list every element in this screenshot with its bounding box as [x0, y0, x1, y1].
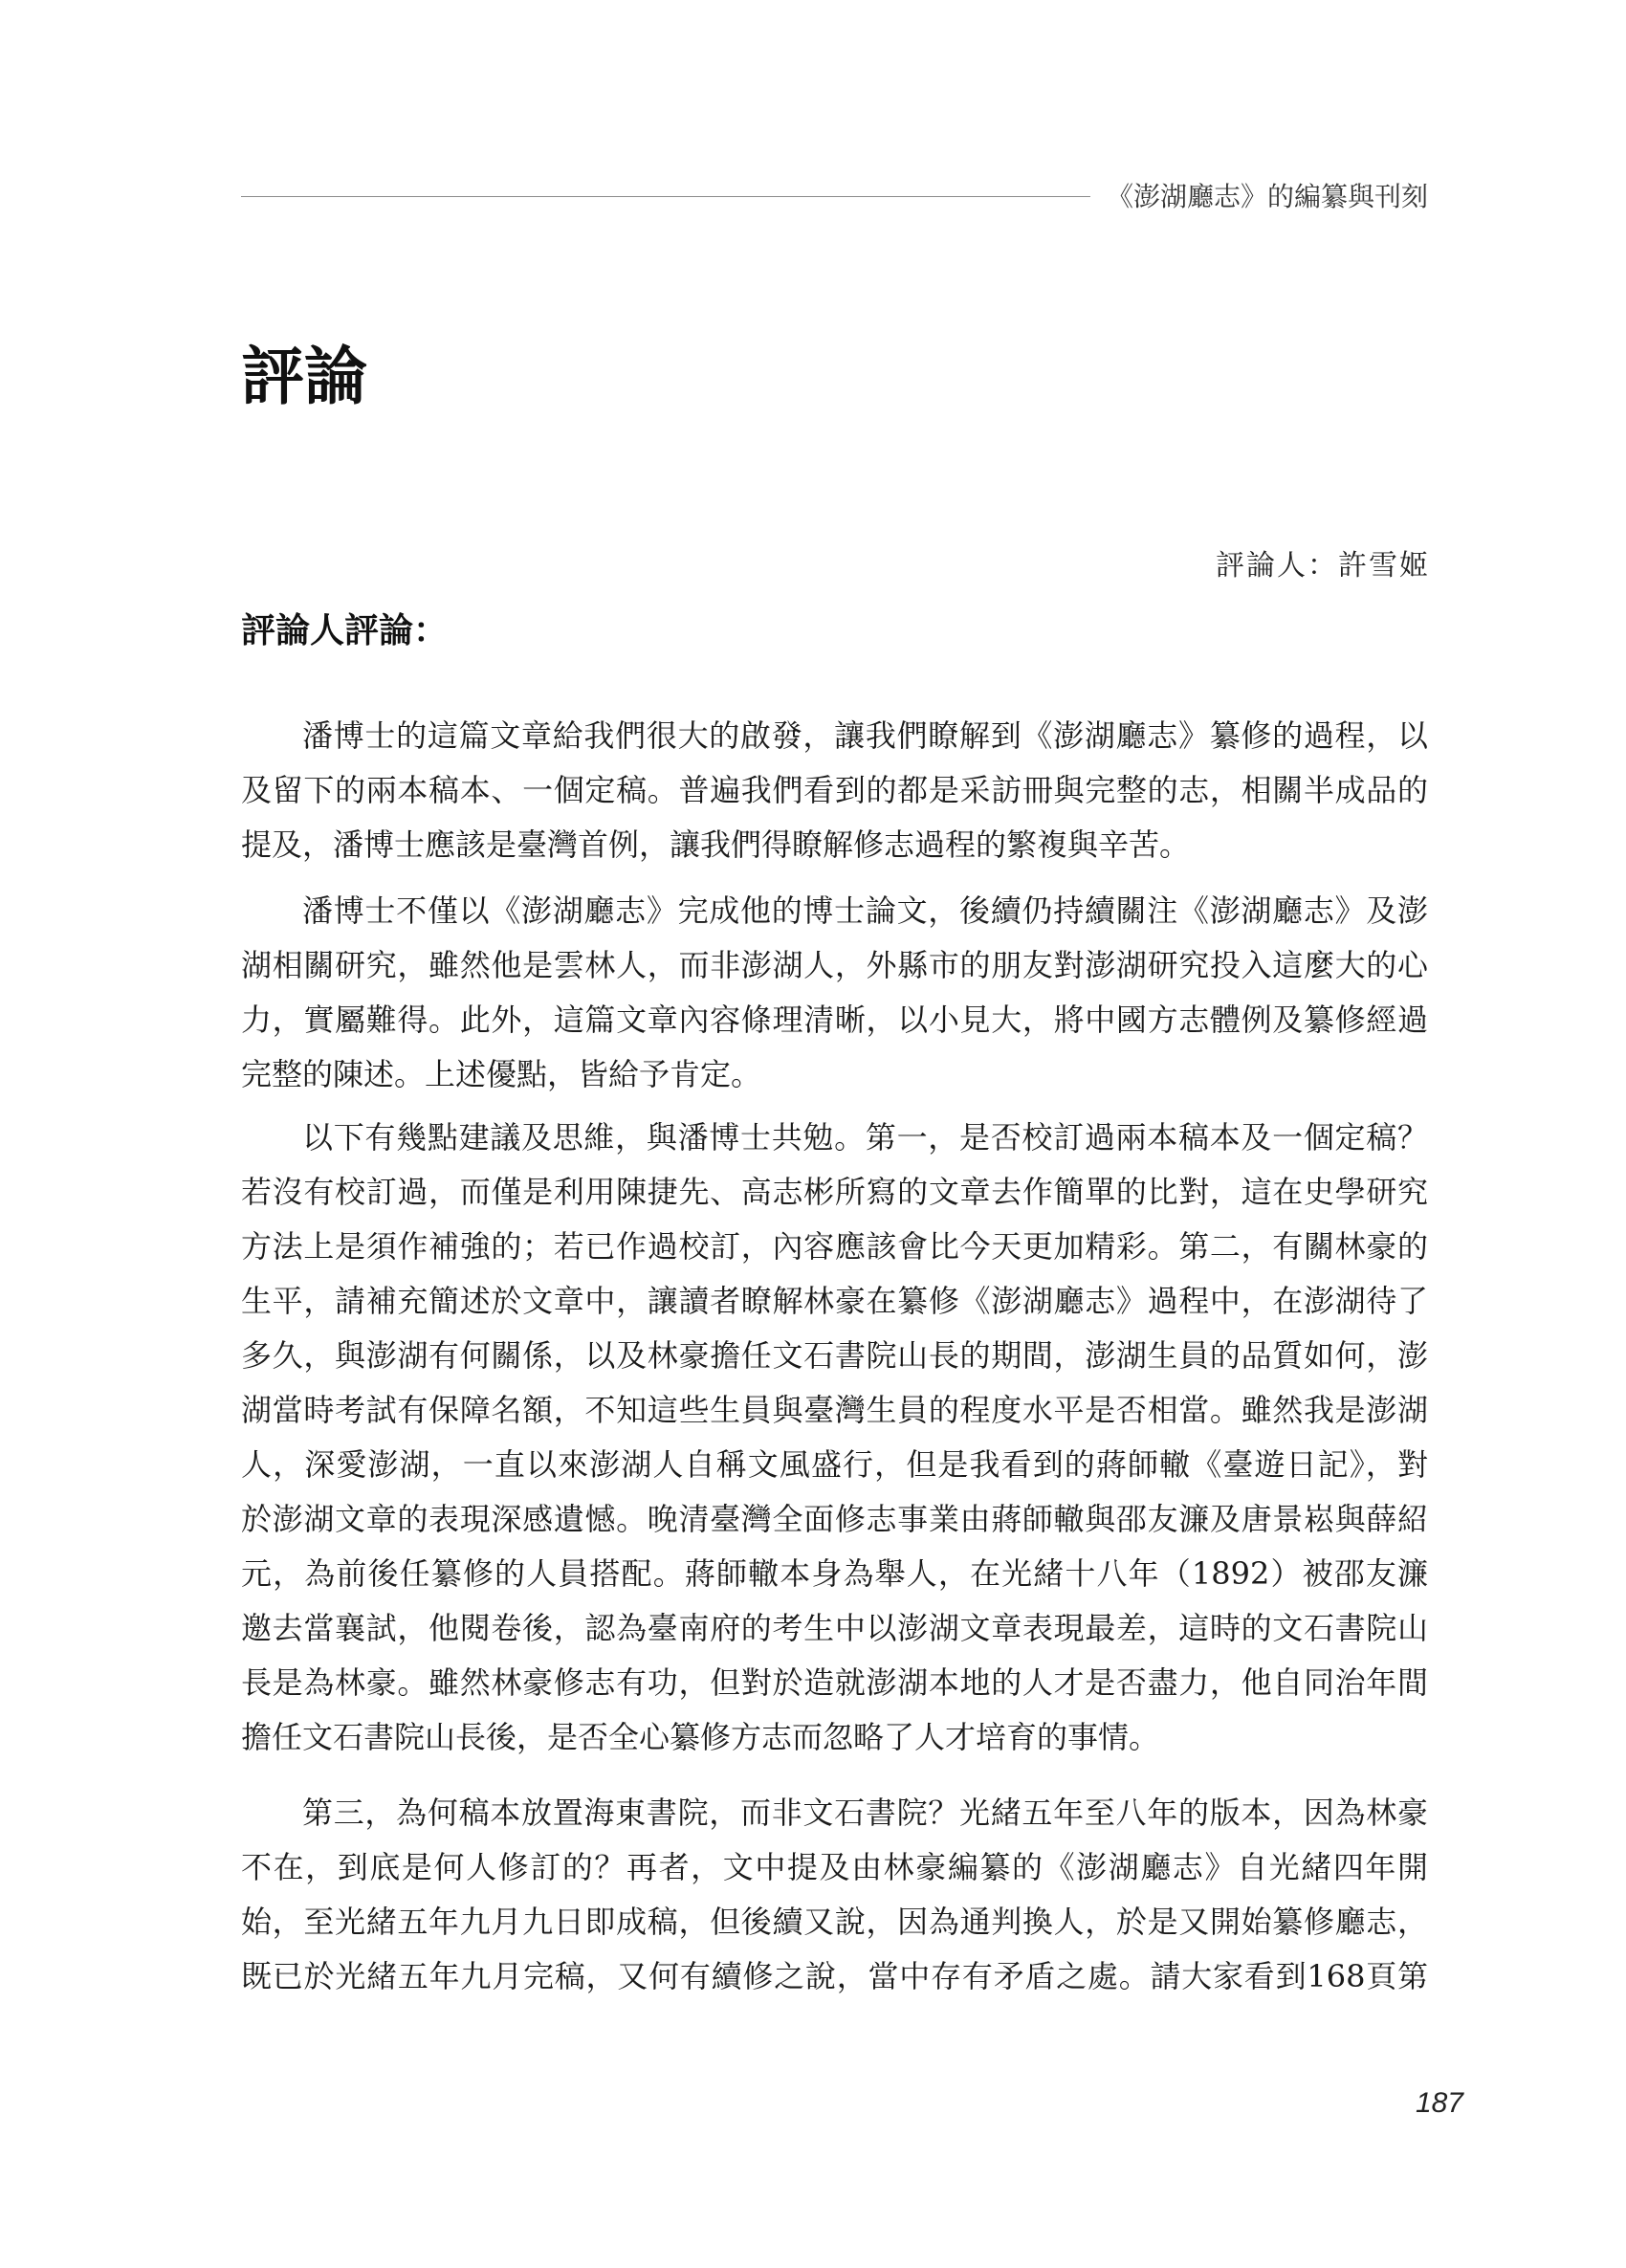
- paragraph-2: [241, 884, 1428, 1102]
- text-line: 若沒有校訂過，而僅是利用陳捷先、高志彬所寫的文章去作簡單的比對，這在史學研究: [241, 1174, 1428, 1210]
- text-line: 第三，為何稿本放置海東書院，而非文石書院？光緒五年至八年的版本，因為林豪: [302, 1795, 1428, 1831]
- text-line: 潘博士的這篇文章給我們很大的啟發，讓我們瞭解到《澎湖廳志》纂修的過程，以: [302, 717, 1428, 754]
- paragraph-1: [241, 709, 1428, 872]
- paragraph-3: [241, 1111, 1428, 1765]
- text-line: 擔任文石書院山長後，是否全心纂修方志而忽略了人才培育的事情。: [241, 1719, 1160, 1755]
- text-line: 既已於光緒五年九月完稿，又何有續修之說，當中存有矛盾之處。請大家看到168頁第: [241, 1958, 1428, 1994]
- paragraph-4: [241, 1786, 1428, 2004]
- text-line: 湖相關研究，雖然他是雲林人，而非澎湖人，外縣市的朋友對澎湖研究投入這麼大的心: [241, 947, 1428, 983]
- text-line: 提及，潘博士應該是臺灣首例，讓我們得瞭解修志過程的繁複與辛苦。: [241, 826, 1191, 863]
- text-line: 不在，到底是何人修訂的？再者，文中提及由林豪編纂的《澎湖廳志》自光緒四年開: [241, 1849, 1428, 1885]
- text-line: 以下有幾點建議及思維，與潘博士共勉。第一，是否校訂過兩本稿本及一個定稿？: [302, 1119, 1428, 1156]
- text-line: 湖當時考試有保障名額，不知這些生員與臺灣生員的程度水平是否相當。雖然我是澎湖: [241, 1392, 1428, 1428]
- page-title: 評論: [241, 339, 367, 413]
- text-line: 於澎湖文章的表現深感遺憾。晚清臺灣全面修志事業由蔣師轍與邵友濂及唐景崧與薛紹: [241, 1501, 1428, 1537]
- text-line: 生平，請補充簡述於文章中，讓讀者瞭解林豪在纂修《澎湖廳志》過程中，在澎湖待了: [241, 1283, 1428, 1319]
- header-rule: [241, 196, 1090, 197]
- text-line: 力，實屬難得。此外，這篇文章內容條理清晰，以小見大，將中國方志體例及纂修經過: [241, 1002, 1428, 1038]
- text-line: 方法上是須作補強的；若已作過校訂，內容應該會比今天更加精彩。第二，有關林豪的: [241, 1228, 1428, 1265]
- text-line: 元，為前後任纂修的人員搭配。蔣師轍本身為舉人，在光緒十八年（1892）被邵友濂: [241, 1555, 1428, 1592]
- text-line: 始，至光緒五年九月九日即成稿，但後續又說，因為通判換人，於是又開始纂修廳志，: [241, 1904, 1428, 1940]
- text-line: 完整的陳述。上述優點，皆給予肯定。: [241, 1056, 762, 1092]
- text-line: 潘博士不僅以《澎湖廳志》完成他的博士論文，後續仍持續關注《澎湖廳志》及澎: [302, 892, 1428, 929]
- page-number: 187: [1415, 2087, 1463, 2119]
- text-line: 多久，與澎湖有何關係，以及林豪擔任文石書院山長的期間，澎湖生員的品質如何，澎: [241, 1337, 1428, 1374]
- text-line: 長是為林豪。雖然林豪修志有功，但對於造就澎湖本地的人才是否盡力，他自同治年間: [241, 1664, 1428, 1701]
- section-heading: 評論人評論：: [241, 611, 449, 650]
- commentator-byline: 評論人：許雪姬: [1216, 549, 1430, 583]
- text-line: 人，深愛澎湖，一直以來澎湖人自稱文風盛行，但是我看到的蔣師轍《臺遊日記》，對: [241, 1446, 1428, 1483]
- running-title: 《澎湖廳志》的編纂與刊刻: [1106, 181, 1428, 212]
- text-line: 邀去當襄試，他閱卷後，認為臺南府的考生中以澎湖文章表現最差，這時的文石書院山: [241, 1610, 1428, 1646]
- text-line: 及留下的兩本稿本、一個定稿。普遍我們看到的都是采訪冊與完整的志，相關半成品的: [241, 772, 1428, 808]
